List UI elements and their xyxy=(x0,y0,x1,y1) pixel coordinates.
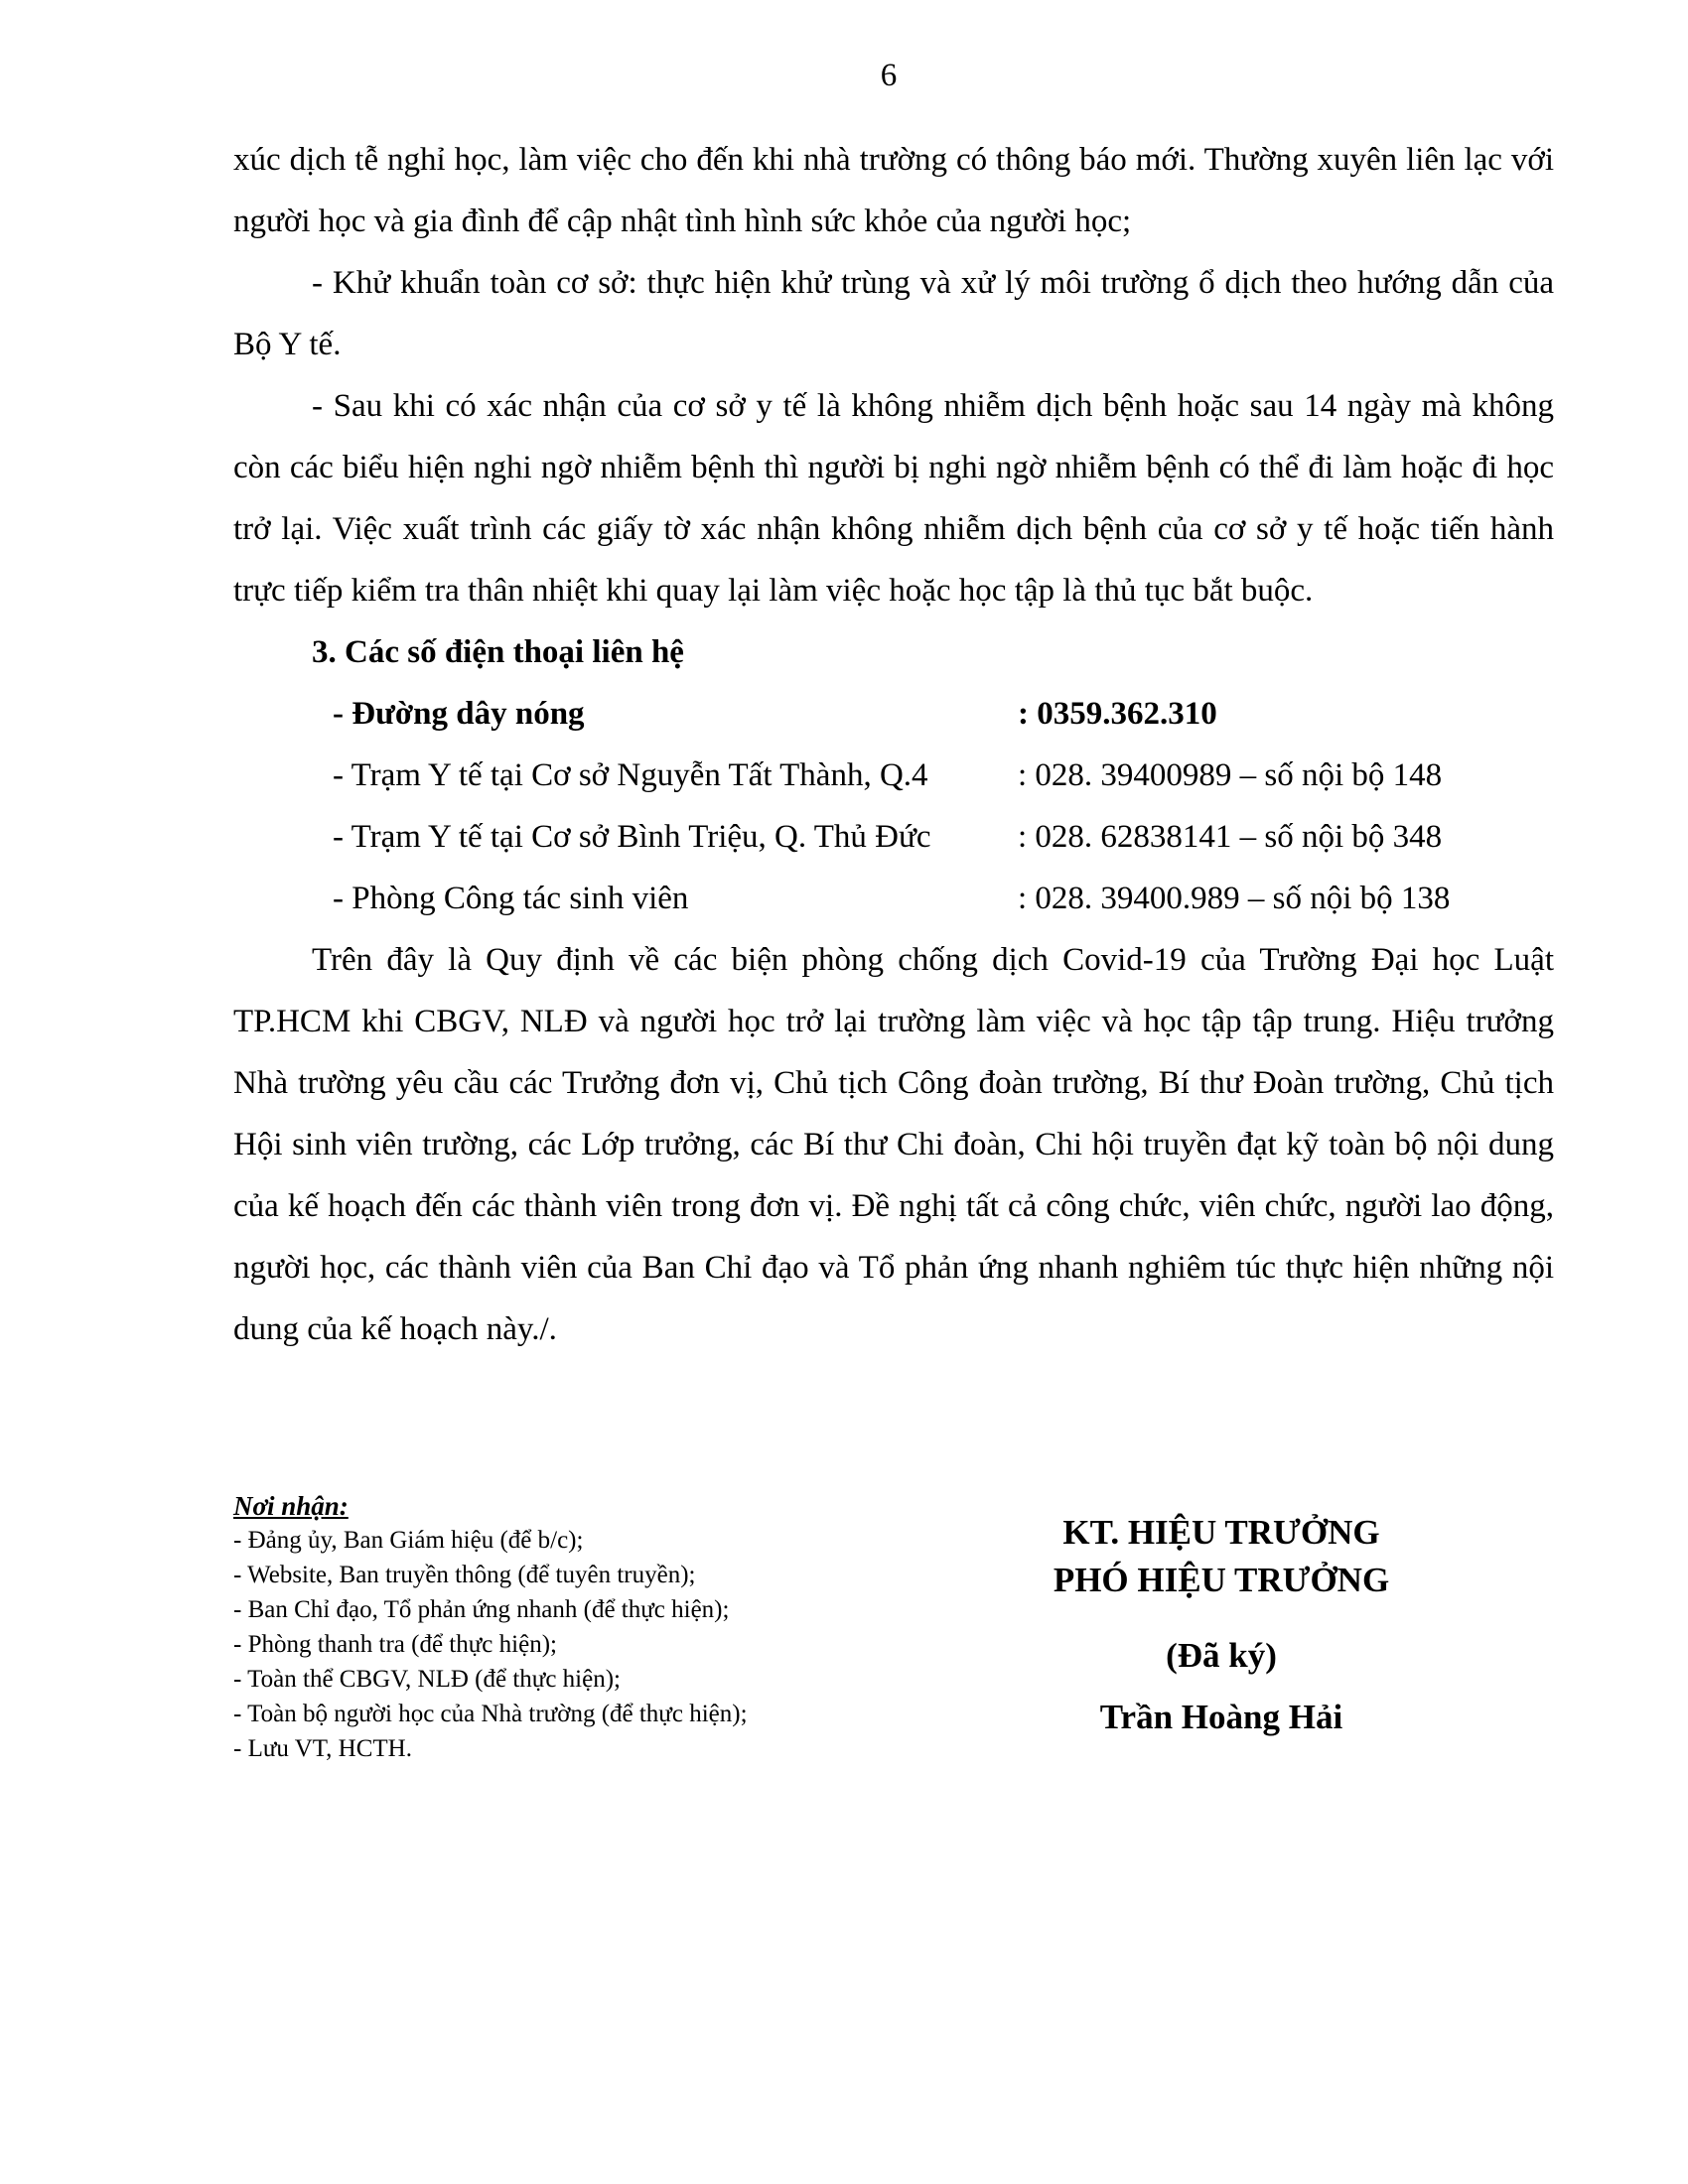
recipient-item: - Toàn bộ người học của Nhà trường (để thực hiện); xyxy=(233,1701,748,1727)
paragraph-return-conditions: - Sau khi có xác nhận của cơ sở y tế là không nhiễm dịch bệnh hoặc sau 14 ngày mà không còn các biểu hiện nghi ngờ nhiễm bệnh thì người bị nghi ngờ nhiễm bệnh có thể đi làm hoặc đi học trở lại. Việc xuất trình các giấy tờ xác nhận không nhiễm dịch bệnh của cơ sở y tế hoặc tiến hành trực tiếp kiểm tra thân nhiệt khi quay lại làm việc hoặc học tập là thủ tục bắt buộc. xyxy=(233,388,1554,609)
contacts-heading: 3. Các số điện thoại liên hệ xyxy=(312,634,684,670)
contact-value: : 028. 39400989 – số nội bộ 148 xyxy=(1018,757,1443,793)
recipient-item: - Ban Chỉ đạo, Tổ phản ứng nhanh (để thực hiện); xyxy=(233,1596,730,1623)
document-body xyxy=(233,129,1554,1360)
recipient-item: - Website, Ban truyền thông (để tuyên truyền); xyxy=(233,1562,696,1588)
paragraph-continuation: xúc dịch tễ nghỉ học, làm việc cho đến khi nhà trường có thông báo mới. Thường xuyên liên lạc với người học và gia đình để cập nhật tình hình sức khỏe của người học; xyxy=(233,142,1554,239)
signer-name: Trần Hoàng Hải xyxy=(1099,1698,1343,1736)
contact-label: - Đường dây nóng xyxy=(333,696,585,732)
contact-label: - Trạm Y tế tại Cơ sở Nguyễn Tất Thành, Q.4 xyxy=(333,757,928,793)
contact-value: : 028. 62838141 – số nội bộ 348 xyxy=(1018,819,1443,855)
signed-note: (Đã ký) xyxy=(1166,1636,1277,1675)
recipient-item: - Đảng ủy, Ban Giám hiệu (để b/c); xyxy=(233,1527,584,1554)
recipient-item: - Phòng thanh tra (để thực hiện); xyxy=(233,1631,557,1658)
contact-row-hotline xyxy=(233,683,1554,745)
closing-paragraph: Trên đây là Quy định về các biện phòng chống dịch Covid-19 của Trường Đại học Luật TP.HCM khi CBGV, NLĐ và người học trở lại trường làm việc và học tập tập trung. Hiệu trưởng Nhà trường yêu cầu các Trưởng đơn vị, Chủ tịch Công đoàn trường, Bí thư Đoàn trường, Chủ tịch Hội sinh viên trường, các Lớp trưởng, các Bí thư Chi đoàn, Chi hội truyền đạt kỹ toàn bộ nội dung của kế hoạch đến các thành viên trong đơn vị. Đề nghị tất cả công chức, viên chức, người lao động, người học, các thành viên của Ban Chỉ đạo và Tổ phản ứng nhanh nghiêm túc thực hiện những nội dung của kế hoạch này./. xyxy=(233,942,1554,1347)
contact-label: - Trạm Y tế tại Cơ sở Bình Triệu, Q. Thủ Đức xyxy=(333,819,931,855)
contact-value: : 028. 39400.989 – số nội bộ 138 xyxy=(1018,881,1451,916)
contact-row-clinic-q4 xyxy=(233,745,1554,806)
recipient-item: - Toàn thể CBGV, NLĐ (để thực hiện); xyxy=(233,1666,621,1693)
recipients-title: Nơi nhận: xyxy=(233,1491,349,1521)
paragraph-disinfection: - Khử khuẩn toàn cơ sở: thực hiện khử trùng và xử lý môi trường ổ dịch theo hướng dẫn của Bộ Y tế. xyxy=(233,265,1554,362)
recipients-block xyxy=(233,1489,1028,1766)
recipient-item: - Lưu VT, HCTH. xyxy=(233,1735,412,1762)
signer-title: KT. HIỆU TRƯỞNG xyxy=(1062,1513,1380,1552)
contact-label: - Phòng Công tác sinh viên xyxy=(333,881,689,916)
signature-block xyxy=(1023,1509,1420,1741)
signer-position: PHÓ HIỆU TRƯỞNG xyxy=(1053,1561,1390,1599)
contact-row-clinic-thu-duc xyxy=(233,806,1554,868)
contact-row-student-affairs xyxy=(233,868,1554,929)
page-number: 6 xyxy=(880,58,898,93)
contact-value: : 0359.362.310 xyxy=(1018,696,1217,732)
